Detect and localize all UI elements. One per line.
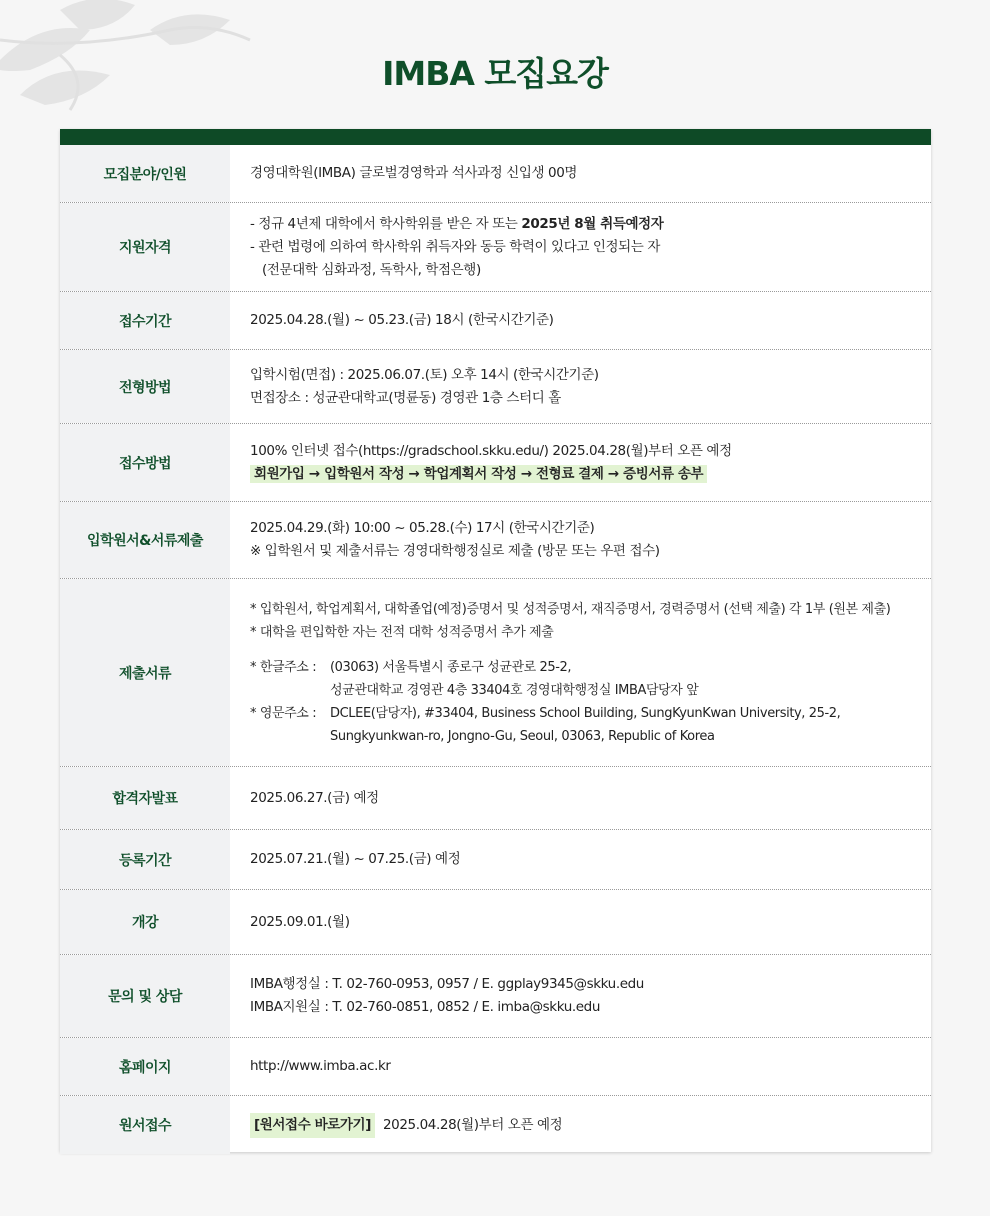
address-key: * 영문주소 :	[250, 705, 317, 721]
row-label: 입학원서&서류제출	[60, 502, 230, 578]
address-key: * 한글주소 :	[250, 659, 317, 675]
apply-shortcut-link[interactable]: [원서접수 바로가기]	[250, 1113, 375, 1138]
eligibility-line-3: (전문대학 심화과정, 독학사, 학점은행)	[262, 261, 481, 278]
row-label: 홈페이지	[60, 1038, 230, 1095]
row-label: 합격자발표	[60, 767, 230, 829]
row-apply	[60, 1096, 931, 1154]
row-semester-start	[60, 890, 931, 955]
table-top-bar	[60, 129, 931, 145]
address-line: 성균관대학교 경영관 4층 33404호 경영대학행정실 IMBA담당자 앞	[330, 682, 699, 698]
address-line: (03063) 서울특별시 종로구 성균관로 25-2,	[330, 659, 572, 675]
row-value: 면접장소 : 성균관대학교(명륜동) 경영관 1층 스터디 홀	[250, 389, 561, 406]
row-selection-method	[60, 350, 931, 424]
row-value: 2025.09.01.(월)	[250, 913, 350, 930]
row-eligibility	[60, 203, 931, 292]
english-address	[250, 702, 931, 748]
row-label: 제출서류	[60, 579, 230, 766]
row-field	[60, 145, 931, 203]
row-value: 2025.04.28.(월) ~ 05.23.(금) 18시 (한국시간기준)	[250, 312, 554, 328]
contact-line: IMBA행정실 : T. 02-760-0953, 0957 / E. ggplay9345@skku.edu	[250, 976, 644, 992]
eligibility-line-2: - 관련 법령에 의하여 학사학위 취득자와 동등 학력이 있다고 인정되는 자	[250, 238, 660, 255]
row-registration-period	[60, 830, 931, 890]
title-recruitment: 모집요강	[484, 54, 608, 93]
row-label: 지원자격	[60, 203, 230, 291]
row-label: 접수기간	[60, 292, 230, 349]
application-steps-highlight: 회원가입 → 입학원서 작성 → 학업계획서 작성 → 전형료 결제 → 증빙서류 송부	[250, 465, 707, 483]
row-label: 개강	[60, 890, 230, 954]
row-value: 2025.04.29.(화) 10:00 ~ 05.28.(수) 17시 (한국시간기준)	[250, 520, 595, 536]
row-contact	[60, 955, 931, 1038]
row-label: 접수방법	[60, 424, 230, 501]
docs-line-2: * 대학을 편입학한 자는 전적 대학 성적증명서 추가 제출	[250, 624, 554, 640]
row-application-method	[60, 424, 931, 502]
row-value: ※ 입학원서 및 제출서류는 경영대학행정실로 제출 (방문 또는 우편 접수)	[250, 543, 660, 559]
row-value: 경영대학원(IMBA) 글로벌경영학과 석사과정 신입생 00명	[250, 165, 578, 181]
apply-open-date: 2025.04.28(월)부터 오픈 예정	[382, 1116, 563, 1133]
row-label: 등록기간	[60, 830, 230, 889]
row-homepage	[60, 1038, 931, 1096]
contact-line: IMBA지원실 : T. 02-760-0851, 0852 / E. imba@skku.edu	[250, 999, 601, 1015]
eligibility-bold: 2025년 8월 취득예정자	[521, 215, 664, 232]
address-line: DCLEE(담당자), #33404, Business School Building, SungKyunKwan University, 25-2,	[330, 705, 841, 721]
title-imba: IMBA	[382, 54, 474, 93]
address-line: Sungkyunkwan-ro, Jongno-Gu, Seoul, 03063, Republic of Korea	[330, 728, 715, 744]
page-title	[0, 48, 990, 95]
row-application-period	[60, 292, 931, 350]
row-document-submission	[60, 502, 931, 579]
row-value: 100% 인터넷 접수(https://gradschool.skku.edu/) 2025.04.28(월)부터 오픈 예정	[250, 442, 732, 459]
row-required-documents	[60, 579, 931, 767]
homepage-link[interactable]: http://www.imba.ac.kr	[250, 1058, 391, 1074]
row-label: 모집분야/인원	[60, 145, 230, 202]
row-value: 2025.06.27.(금) 예정	[250, 789, 379, 806]
row-announcement	[60, 767, 931, 830]
eligibility-line-1	[250, 213, 931, 236]
docs-line-1: * 입학원서, 학업계획서, 대학졸업(예정)증명서 및 성적증명서, 재직증명서, 경력증명서 (선택 제출) 각 1부 (원본 제출)	[250, 601, 891, 617]
row-label: 문의 및 상담	[60, 955, 230, 1037]
row-value: 입학시험(면접) : 2025.06.07.(토) 오후 14시 (한국시간기준)	[250, 366, 599, 383]
korean-address	[250, 656, 931, 702]
recruitment-table	[60, 129, 931, 1152]
eligibility-text: - 정규 4년제 대학에서 학사학위를 받은 자 또는	[250, 215, 522, 232]
row-label: 전형방법	[60, 350, 230, 423]
row-value: 2025.07.21.(월) ~ 07.25.(금) 예정	[250, 851, 461, 867]
row-label: 원서접수	[60, 1096, 230, 1154]
